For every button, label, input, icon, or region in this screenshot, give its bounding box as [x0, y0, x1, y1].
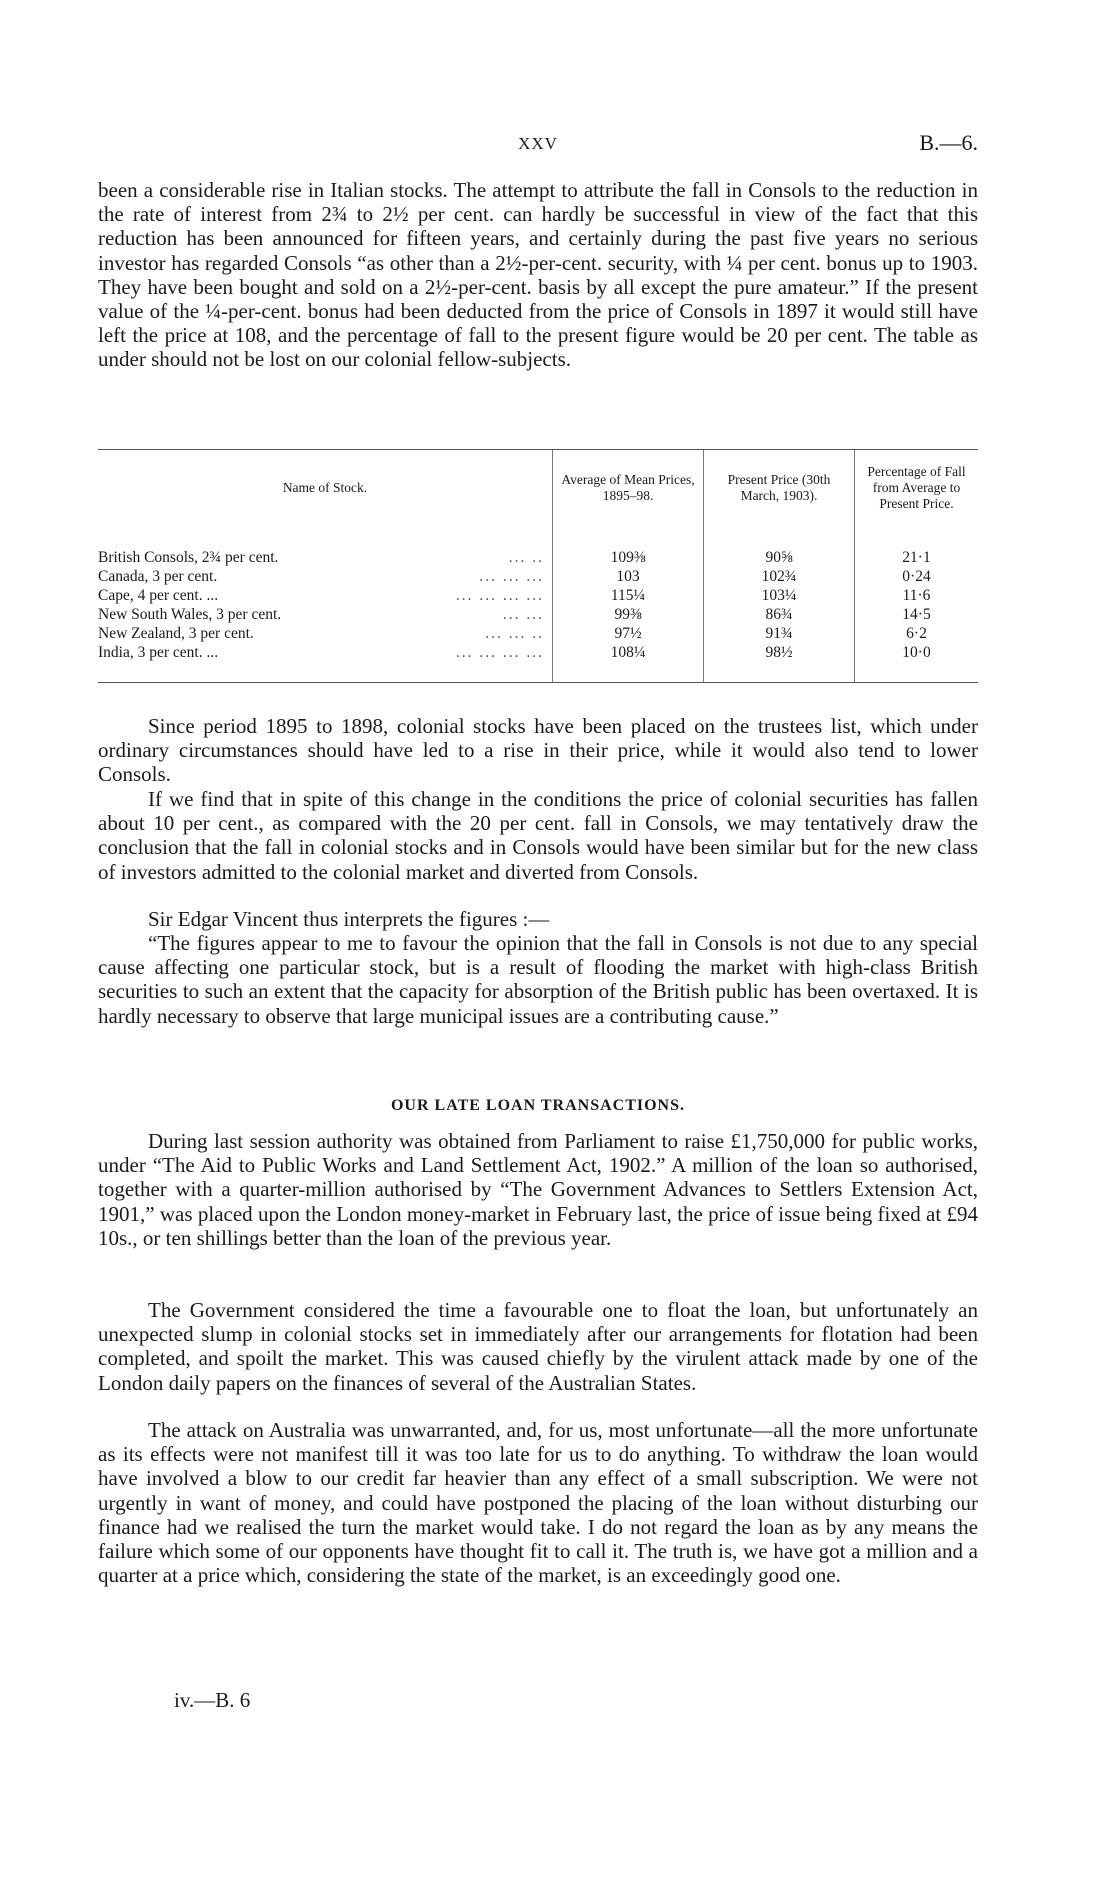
table-row	[98, 624, 978, 643]
average-price-cell: 109⅜	[553, 522, 704, 567]
paragraph-2: Since period 1895 to 1898, colonial stocks have been placed on the trustees list, which under ordinary circumstances should have led to a rise in their price, while it would also tend to lower Consols.	[98, 714, 978, 787]
average-price-cell: 97½	[553, 624, 704, 643]
paragraph-3: If we find that in spite of this change in the conditions the price of colonial securities has fallen about 10 per cent., as compared with the 20 per cent. fall in Consols, we may tentatively draw the conclusion that the fall in colonial stocks and in Consols would have been similar but for the new class of investors admitted to the colonial market and diverted from Consols.	[98, 787, 978, 884]
table-row	[98, 586, 978, 605]
paragraph-8: The attack on Australia was unwarranted, and, for us, most unfortunate—all the more unfortunate as its effects were not manifest till it was too late for us to do anything. To withdraw the loan would have involved a blow to our credit far heavier than any effect of a small subscription. We were not urgently in want of money, and could have postponed the placing of the loan without disturbing our finance had we realised the turn the market would take. I do not regard the loan as by any means the failure which some of our opponents have thought fit to call it. The truth is, we have got a million and a quarter at a price which, considering the state of the market, is an exceedingly good one.	[98, 1418, 978, 1588]
paragraph-7: The Government considered the time a favourable one to float the loan, but unfortunately an unexpected slump in colonial stocks set in immediately after our arrangements for flotation had been completed, and spoilt the market. This was caused chiefly by the virulent attack made by one of the London daily papers on the finances of several of the Australian States.	[98, 1298, 978, 1395]
average-price-cell: 115¼	[553, 586, 704, 605]
page-number: XXV	[518, 134, 558, 153]
paragraph-4: Sir Edgar Vincent thus interprets the figures :—	[148, 907, 550, 931]
present-price-cell: 103¼	[704, 586, 855, 605]
average-price-cell: 108¼	[553, 643, 704, 683]
stock-name-cell: New Zealand, 3 per cent. ... ... ..	[98, 625, 544, 642]
quotation-paragraph: “The figures appear to me to favour the opinion that the fall in Consols is not due to any special cause affecting one particular stock, but is a result of flooding the market with high-class British securities to such an extent that the capacity for absorption of the British public has been overtaxed. It is hardly necessary to observe that large municipal issues are a contributing cause.”	[98, 931, 978, 1028]
percentage-fall-cell: 11·6	[855, 586, 979, 605]
signature-mark: iv.—B. 6	[174, 1688, 251, 1712]
table-row	[98, 522, 978, 567]
stock-name-cell: India, 3 per cent. ... ... ... ... ...	[98, 643, 553, 683]
page-header	[98, 128, 978, 162]
section-heading: OUR LATE LOAN TRANSACTIONS.	[390, 1097, 685, 1114]
stock-name-cell: New South Wales, 3 per cent. ... ...	[98, 606, 544, 623]
paragraph-1: been a considerable rise in Italian stocks. The attempt to attribute the fall in Consols to the reduction in the rate of interest from 2¾ to 2½ per cent. can hardly be successful in view of the fact that this reduction has been announced for fifteen years, and certainly during the past five years no serious investor has regarded Consols “as other than a 2½-per-cent. security, with ¼ per cent. bonus up to 1903. They have been bought and sold on a 2½-per-cent. basis by all except the pure amateur.” If the present value of the ¼-per-cent. bonus had been deducted from the price of Consols in 1897 it would still have left the price at 108, and the percentage of fall to the present figure would be 20 per cent. The table as under should not be lost on our colonial fellow-subjects.	[98, 178, 978, 372]
table-row	[98, 605, 978, 624]
header-name-of-stock: Name of Stock.	[98, 450, 553, 523]
stock-name-cell: Canada, 3 per cent. ... ... ...	[98, 568, 544, 585]
header-present-price: Present Price (30th March, 1903).	[704, 450, 855, 523]
average-price-cell: 103	[553, 567, 704, 586]
document-reference: B.—6.	[919, 130, 978, 155]
stock-name-cell: Cape, 4 per cent. ... ... ... ... ...	[98, 587, 544, 604]
percentage-fall-cell: 21·1	[855, 522, 979, 567]
table-header-row	[98, 450, 978, 523]
percentage-fall-cell: 6·2	[855, 624, 979, 643]
present-price-cell: 90⅝	[704, 522, 855, 567]
stock-name-cell: British Consols, 2¾ per cent. ... ..	[98, 549, 544, 566]
stock-price-table	[98, 449, 978, 683]
present-price-cell: 98½	[704, 643, 855, 683]
present-price-cell: 86¾	[704, 605, 855, 624]
present-price-cell: 91¾	[704, 624, 855, 643]
paragraph-6: During last session authority was obtained from Parliament to raise £1,750,000 for public works, under “The Aid to Public Works and Land Settlement Act, 1902.” A million of the loan so authorised, together with a quarter-million authorised by “The Government Advances to Settlers Extension Act, 1901,” was placed upon the London money-market in February last, the price of issue being fixed at £94 10s., or ten shillings better than the loan of the previous year.	[98, 1129, 978, 1250]
average-price-cell: 99⅜	[553, 605, 704, 624]
header-average-price: Average of Mean Prices, 1895–98.	[553, 450, 704, 523]
percentage-fall-cell: 14·5	[855, 605, 979, 624]
percentage-fall-cell: 0·24	[855, 567, 979, 586]
table-row	[98, 643, 978, 683]
table-row	[98, 567, 978, 586]
percentage-fall-cell: 10·0	[855, 643, 979, 683]
present-price-cell: 102¾	[704, 567, 855, 586]
header-percentage-fall: Percentage of Fall from Average to Present Price.	[855, 450, 979, 523]
